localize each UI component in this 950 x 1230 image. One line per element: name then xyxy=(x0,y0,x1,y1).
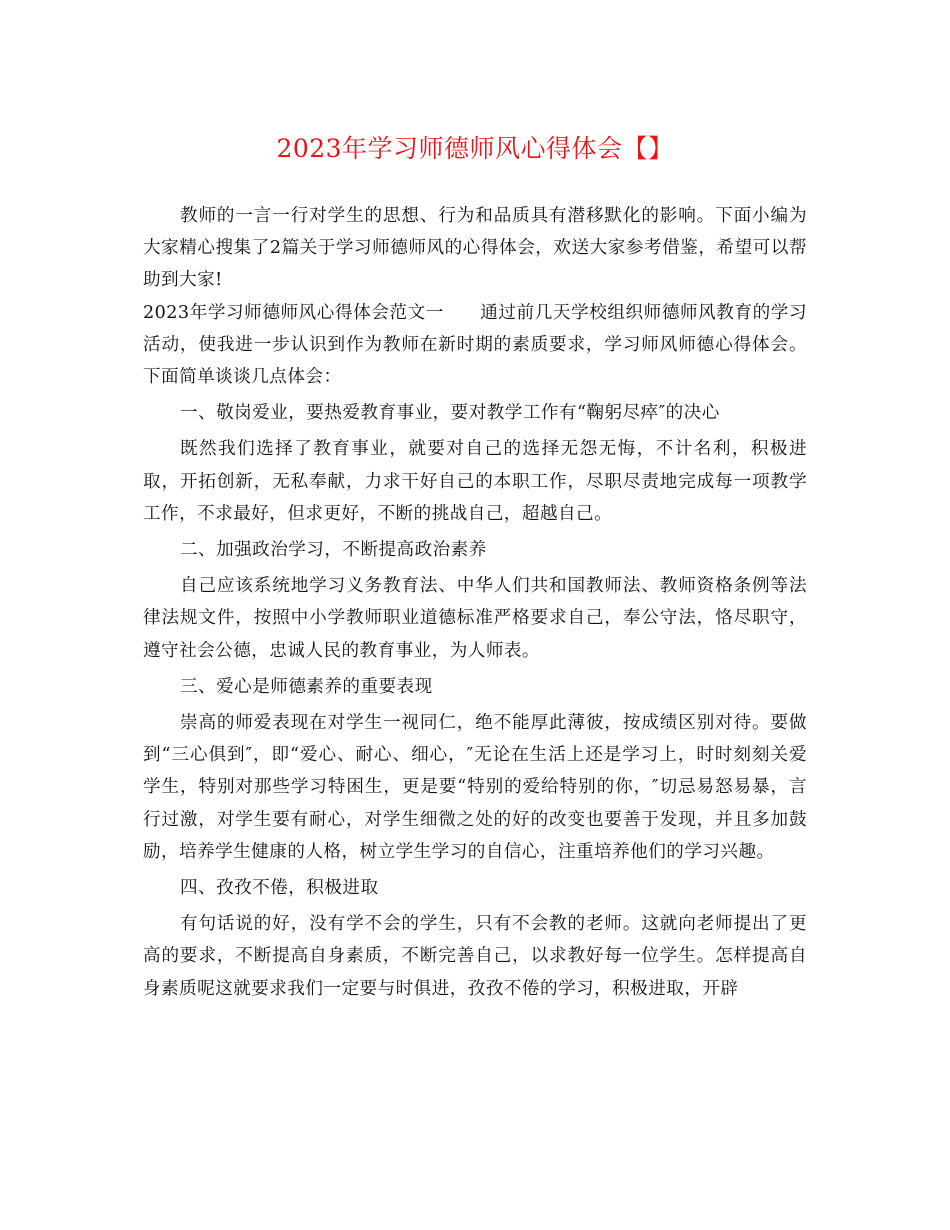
section-body-2: 自己应该系统地学习义务教育法、中华人们共和国教师法、教师资格条例等法律法规文件，按照中小学教师职业道德标准严格要求自己，奉公守法，恪尽职守，遵守社会公德，忠诚人民的教育事业，为人师表。 xyxy=(143,576,807,661)
section-heading-1: 一、敬岗爱业，要热爱教育事业，要对教学工作有“鞠躬尽瘁″的决心 xyxy=(180,403,720,424)
intro-paragraph: 教师的一言一行对学生的思想、行为和品质具有潜移默化的影响。下面小编为大家精心搜集了2篇关于学习师德师风的心得体会，欢送大家参考借鉴，希望可以帮助到大家! xyxy=(143,206,807,291)
essay-heading-paragraph: 2023年学习师德师风心得体会范文一 通过前几天学校组织师德师风教育的学习活动，使我进一步认识到作为教师在新时期的素质要求，学习师风师德心得体会。下面简单谈谈几点体会： xyxy=(143,302,807,388)
section-heading-3: 三、爱心是师德素养的重要表现 xyxy=(180,676,433,697)
document-title: 2023年学习师德师风心得体会【】 xyxy=(276,134,674,163)
section-heading-2: 二、加强政治学习，不断提高政治素养 xyxy=(180,540,487,561)
section-body-4: 有句话说的好，没有学不会的学生，只有不会教的老师。这就向老师提出了更高的要求，不断提高自身素质，不断完善自己，以求教好每一位学生。怎样提高自身素质呢这就要求我们一定要与时俱进，孜孜不倦的学习，积极进取，开辟 xyxy=(143,914,807,999)
section-body-1: 既然我们选择了教育事业，就要对自己的选择无怨无悔，不计名利，积极进取，开拓创新，无私奉献，力求干好自己的本职工作，尽职尽责地完成每一项教学工作，不求最好，但求更好，不断的挑战自己，超越自己。 xyxy=(143,439,807,524)
section-heading-4: 四、孜孜不倦，积极进取 xyxy=(180,878,379,899)
section-body-3: 崇高的师爱表现在对学生一视同仁，绝不能厚此薄彼，按成绩区别对待。要做到“三心俱到″，即“爱心、耐心、细心，″无论在生活上还是学习上，时时刻刻关爱学生，特别对那些学习特困生，更是要“特别的爱给特别的你，″切忌易怒易暴，言行过激，对学生要有耐心，对学生细微之处的好的改变也要善于发现，并且多加鼓励，培养学生健康的人格，树立学生学习的自信心，注重培养他们的学习兴趣。 xyxy=(143,713,807,862)
document-body xyxy=(143,200,807,1005)
